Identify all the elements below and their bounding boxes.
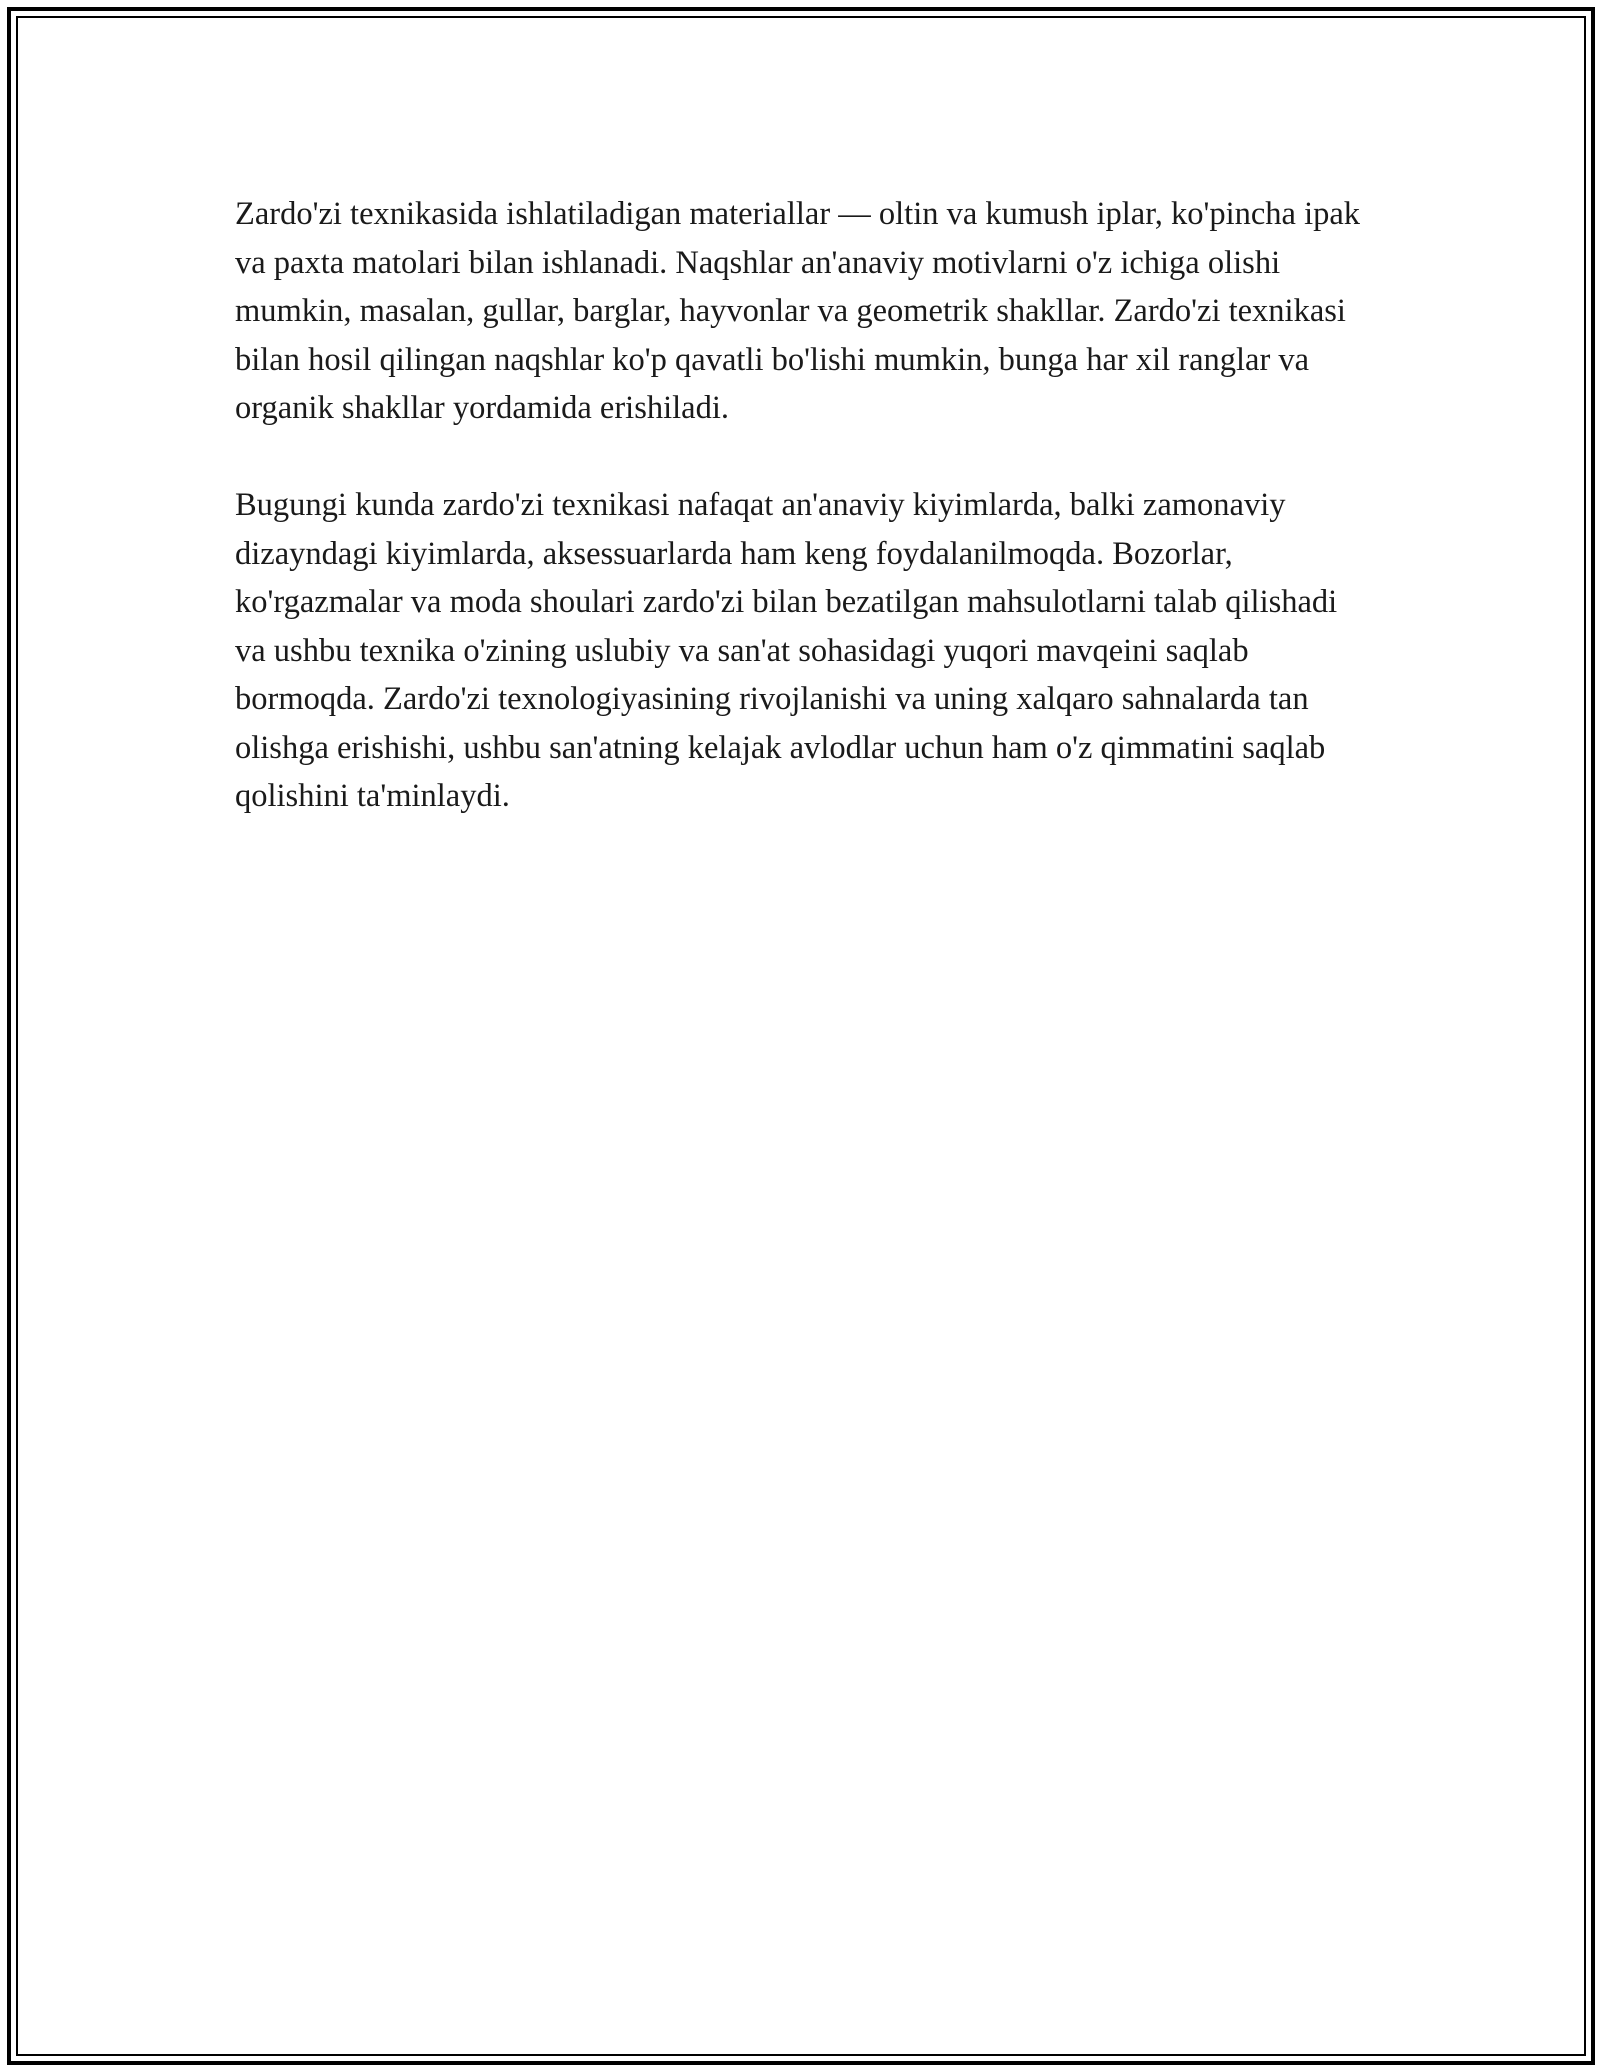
paragraph-1: Zardo'zi texnikasida ishlatiladigan materiallar — oltin va kumush iplar, ko'pincha ipak va paxta matolari bilan ishlanadi. Naqshlar an'anaviy motivlarni o'z ichiga olishi mumkin, masalan, gullar, barglar, hayvonlar va geometrik shakllar. Zardo'zi texnikasi bilan hosil qilingan naqshlar ko'p qavatli bo'lishi mumkin, bunga har xil ranglar va organik shakllar yordamida erishiladi. bbox=[235, 196, 1361, 426]
document-body bbox=[235, 190, 1375, 869]
paragraph-2: Bugungi kunda zardo'zi texnikasi nafaqat an'anaviy kiyimlarda, balki zamonaviy dizayndagi kiyimlarda, aksessuarlarda ham keng foydalanilmoqda. Bozorlar, ko'rgazmalar va moda shoulari zardo'zi bilan bezatilgan mahsulotlarni talab qilishadi va ushbu texnika o'zining uslubiy va san'at sohasidagi yuqori mavqeini saqlab bormoqda. Zardo'zi texnologiyasining rivojlanishi va uning xalqaro sahnalarda tan olishga erishishi, ushbu san'atning kelajak avlodlar uchun ham o'z qimmatini saqlab qolishini ta'minlaydi. bbox=[235, 487, 1338, 814]
